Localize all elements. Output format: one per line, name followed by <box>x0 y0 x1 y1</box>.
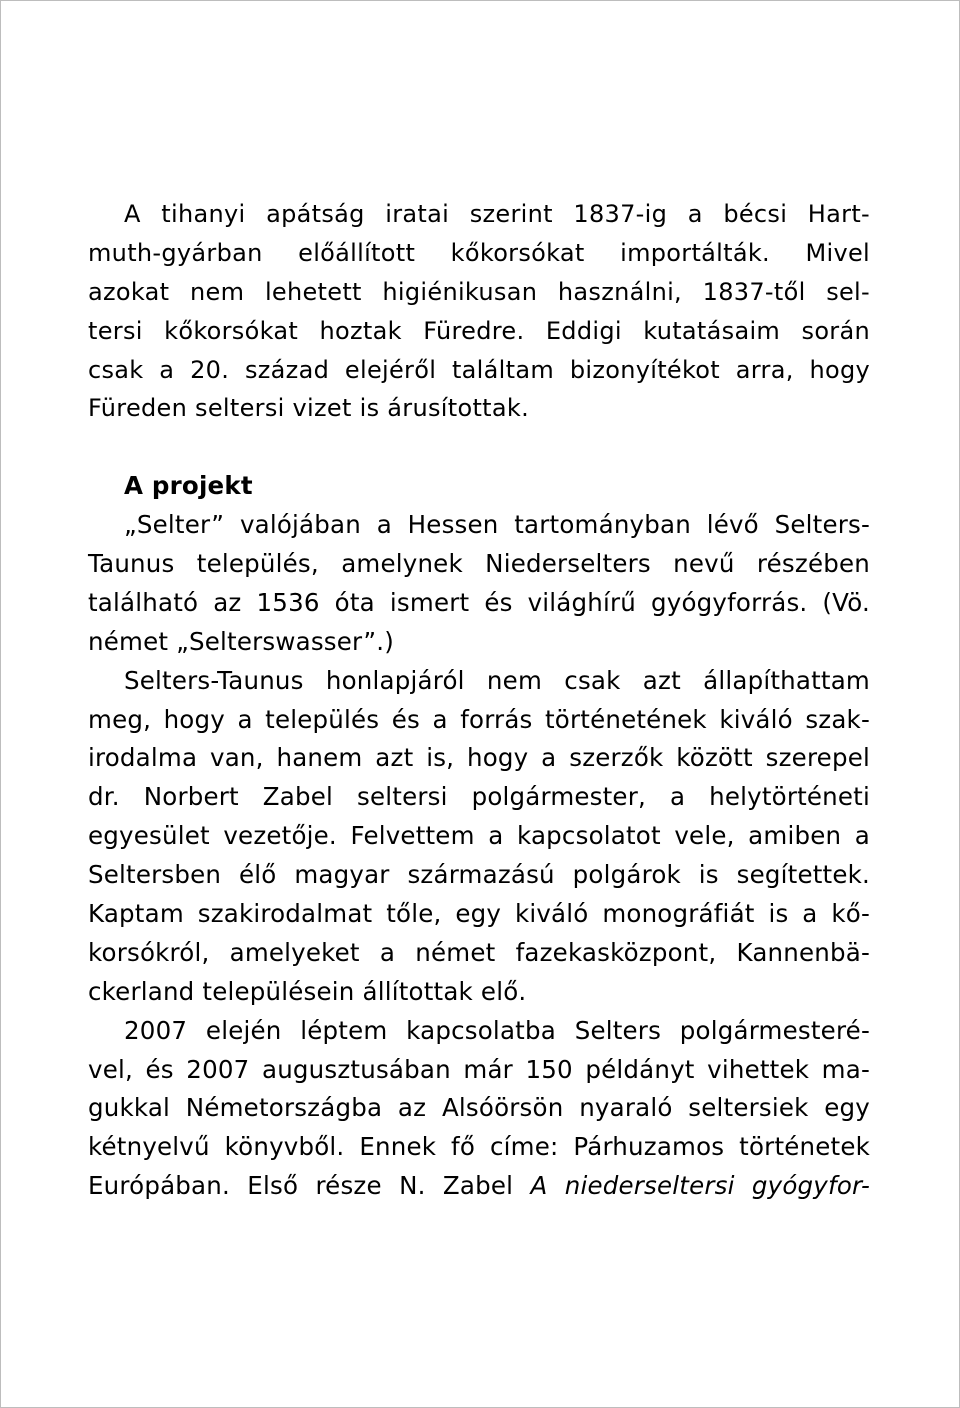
text-line: található az 1536 óta ismert és világhírű gyógyforrás. (Vö. <box>88 587 870 617</box>
website-paragraph <box>88 662 870 1012</box>
text-line: Füreden seltersi vizet is árusítottak. <box>88 394 530 423</box>
text-segment: Európában. Első része N. Zabel <box>88 1171 531 1201</box>
intro-paragraph <box>88 195 870 428</box>
text-line: tersi kőkorsókat hoztak Füredre. Eddigi kutatásaim során <box>88 316 870 345</box>
text-line: azokat nem lehetett higiénikusan használni, 1837-től sel- <box>88 277 870 306</box>
text-line <box>88 1167 870 1206</box>
book-title-italic: A niederseltersi gyógyfor- <box>530 1171 870 1201</box>
text-line: Selters-Taunus honlapjáról nem csak azt állapíthattam <box>124 665 870 695</box>
text-line: „Selter” valójában a Hessen tartományban lévő Selters- <box>124 510 870 540</box>
document-body <box>88 195 870 1206</box>
text-line: Seltersben élő magyar származású polgárok is segítettek. <box>88 860 870 890</box>
text-line: 2007 elején léptem kapcsolatba Selters polgármesteré- <box>124 1015 870 1045</box>
text-line: német „Selterswasser”.) <box>88 626 394 656</box>
text-line: vel, és 2007 augusztusában már 150 példányt vihettek ma- <box>88 1054 870 1084</box>
section-heading: A projekt <box>124 471 253 501</box>
text-line: gukkal Németországba az Alsóörsön nyaraló seltersiek egy <box>88 1093 870 1123</box>
text-line: korsókról, amelyeket a német fazekasközpont, Kannenbä- <box>88 937 870 967</box>
text-line: egyesület vezetője. Felvettem a kapcsolatot vele, amiben a <box>88 821 870 851</box>
text-line: irodalma van, hanem azt is, hogy a szerzők között szerepel <box>88 743 870 773</box>
2007-paragraph <box>88 1012 870 1206</box>
text-line: A tihanyi apátság iratai szerint 1837-ig a bécsi Hart- <box>124 200 870 228</box>
text-line: muth-gyárban előállított kőkorsókat importálták. Mivel <box>88 238 870 267</box>
text-line: dr. Norbert Zabel seltersi polgármester, a helytörténeti <box>88 782 870 812</box>
text-line: Kaptam szakirodalmat tőle, egy kiváló monográfiát is a kő- <box>88 899 870 929</box>
text-line: ckerland településein állítottak elő. <box>88 976 527 1006</box>
text-line: kétnyelvű könyvből. Ennek fő címe: Párhuzamos történetek <box>88 1132 870 1162</box>
text-line: Taunus település, amelynek Niederselters nevű részében <box>88 549 870 579</box>
text-line: csak a 20. század elejéről találtam bizonyítékot arra, hogy <box>88 355 870 384</box>
selter-paragraph <box>88 506 870 662</box>
text-line: meg, hogy a település és a forrás történetének kiváló szak- <box>88 704 870 734</box>
